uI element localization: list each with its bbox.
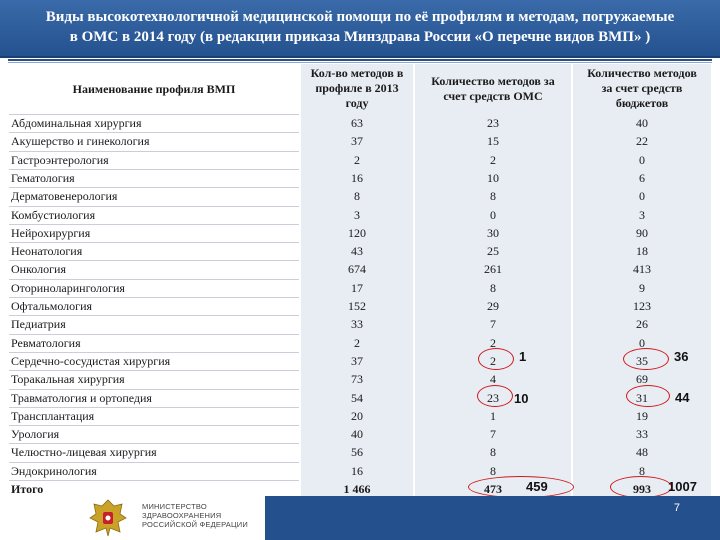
oms-value: 8 [490, 445, 496, 460]
profile-name: Офтальмология [11, 299, 93, 313]
budget-value: 0 [639, 152, 645, 167]
ministry-label-line1: МИНИСТЕРСТВО [142, 502, 207, 511]
budget-value: 31 [636, 390, 648, 405]
oms-value: 7 [490, 427, 496, 442]
profile-name: Сердечно-сосудистая хирургия [11, 353, 171, 368]
profile-name: Трансплантация [11, 408, 95, 423]
oms-header-line2: счет средств ОМС [443, 89, 543, 103]
oms-value: 2 [490, 335, 496, 350]
total-row-name: Итого [11, 482, 44, 496]
annotation-oval-trauma-oms [477, 385, 513, 407]
budget-value: 40 [636, 116, 648, 130]
budget-value: 9 [639, 280, 645, 295]
oms-value: 4 [490, 372, 496, 387]
profile-name: Нейрохирургия [11, 225, 91, 240]
profile-name: Гастроэнтерология [11, 152, 109, 167]
budget-value: 0 [639, 335, 645, 350]
budget-value: 90 [636, 225, 648, 240]
oms-header-line1: Количество методов за [431, 74, 555, 88]
profile-name: Комбустиология [11, 207, 96, 222]
profile-name: Дерматовенерология [11, 189, 118, 204]
footer-bar [265, 496, 720, 540]
slide-title-line2: в ОМС в 2014 году (в редакции приказа Минздрава России «О перечне видов ВМП» ) [69, 29, 651, 45]
annotation-total-oms: 459 [526, 479, 548, 494]
annotation-oval-total-oms [468, 476, 574, 498]
methods-2013-header [301, 66, 413, 111]
oms-value: 0 [490, 207, 496, 222]
annotation-trauma-oms: 10 [514, 391, 529, 406]
methods-2013-value: 54 [351, 390, 363, 405]
budget-value: 123 [633, 299, 651, 313]
profile-name: Оториноларингология [11, 280, 125, 295]
oms-value: 25 [487, 244, 499, 259]
profile-name: Онкология [11, 262, 67, 277]
page-number: 7 [673, 502, 680, 514]
oms-value: 8 [490, 463, 496, 478]
budget-value: 69 [636, 372, 648, 387]
profile-column [9, 64, 299, 496]
oms-value: 23 [487, 116, 499, 130]
budget-value: 6 [639, 170, 645, 185]
oms-value: 2 [490, 353, 496, 368]
methods-2013-value: 33 [351, 317, 363, 332]
methods-2013-value: 56 [351, 445, 363, 460]
budget-header-line1: Количество методов [587, 66, 697, 80]
budget-value: 413 [633, 262, 651, 277]
budget-value: 48 [636, 445, 648, 460]
oms-value: 7 [490, 317, 496, 332]
total-methods-2013-value: 1 466 [343, 482, 371, 496]
budget-value: 33 [636, 427, 648, 442]
annotation-oval-cardio-oms [478, 348, 514, 370]
budget-header [573, 66, 711, 111]
budget-value: 18 [636, 244, 648, 259]
annotation-cardio-budget: 36 [674, 349, 689, 364]
profile-name: Гематология [11, 170, 75, 185]
profile-name: Педиатрия [11, 317, 66, 332]
oms-value: 15 [487, 134, 499, 149]
methods-2013-value: 2 [354, 335, 360, 350]
oms-value: 8 [490, 280, 496, 295]
oms-value: 23 [487, 390, 499, 405]
budget-value: 8 [639, 463, 645, 478]
annotation-cardio-oms: 1 [519, 349, 527, 364]
oms-value: 30 [487, 225, 499, 240]
methods-2013-value: 20 [351, 408, 363, 423]
budget-value: 22 [636, 134, 648, 149]
budget-value: 26 [636, 317, 648, 332]
profile-name: Урология [11, 427, 60, 442]
profile-name: Эндокринология [11, 463, 97, 478]
methods-2013-value: 40 [351, 427, 363, 442]
profile-name: Челюстно-лицевая хирургия [11, 445, 157, 460]
oms-header [415, 74, 571, 104]
methods-2013-value: 37 [351, 134, 363, 149]
annotation-total-budget: 1007 [668, 479, 697, 494]
profile-name: Торакальная хирургия [11, 372, 125, 387]
methods-2013-value: 16 [351, 463, 363, 478]
annotation-oval-trauma-budget [626, 385, 670, 407]
oms-value: 29 [487, 299, 499, 313]
budget-header-line3: бюджетов [615, 96, 669, 110]
ministry-label-line2: ЗДРАВООХРАНЕНИЯ [142, 511, 222, 520]
budget-value: 35 [636, 353, 648, 368]
methods-2013-value: 3 [354, 207, 360, 222]
oms-value: 261 [484, 262, 502, 277]
profile-column-header: Наименование профиля ВМП [72, 81, 236, 96]
profile-name: Ревматология [11, 335, 81, 350]
profile-name: Неонатология [11, 244, 83, 259]
methods-2013-header-line1: Кол-во методов в [310, 66, 404, 80]
slide-title-bar [0, 0, 720, 58]
methods-2013-header-line3: году [345, 96, 369, 110]
methods-2013-header-line2: профиле в 2013 [315, 81, 399, 95]
budget-header-line2: за счет средств [601, 81, 683, 95]
methods-2013-value: 43 [351, 244, 363, 259]
profile-name: Акушерство и гинекология [11, 134, 150, 149]
methods-2013-value: 73 [351, 372, 363, 387]
methods-2013-value: 37 [351, 353, 363, 368]
profile-name: Травматология и ортопедия [11, 390, 152, 405]
methods-2013-value: 63 [351, 116, 363, 130]
budget-value: 19 [636, 408, 648, 423]
methods-2013-value: 16 [351, 170, 363, 185]
annotation-trauma-budget: 44 [675, 390, 690, 405]
budget-value: 0 [639, 189, 645, 204]
total-budget-value: 993 [633, 482, 651, 496]
annotation-oval-total-budget [610, 476, 672, 498]
oms-value: 2 [490, 152, 496, 167]
coat-of-arms-icon [84, 496, 132, 540]
oms-value: 8 [490, 189, 496, 204]
methods-2013-value: 8 [354, 189, 360, 204]
methods-2013-value: 674 [348, 262, 366, 277]
oms-value: 10 [487, 170, 499, 185]
ministry-label-line3: РОССИЙСКОЙ ФЕДЕРАЦИИ [142, 520, 248, 529]
title-divider-thin [8, 62, 712, 63]
methods-2013-value: 2 [354, 152, 360, 167]
total-oms-value: 473 [484, 482, 502, 496]
ministry-label [142, 502, 262, 529]
oms-value: 1 [490, 408, 496, 423]
slide-title-line1: Виды высокотехнологичной медицинской помощи по её профилям и методам, погружаемые [45, 9, 675, 25]
budget-value: 3 [639, 207, 645, 222]
methods-2013-value: 120 [348, 225, 366, 240]
methods-2013-value: 17 [351, 280, 363, 295]
profile-name: Абдоминальная хирургия [11, 116, 142, 130]
annotation-oval-cardio-budget [623, 348, 669, 370]
methods-2013-value: 152 [348, 299, 366, 313]
title-divider [8, 59, 712, 61]
